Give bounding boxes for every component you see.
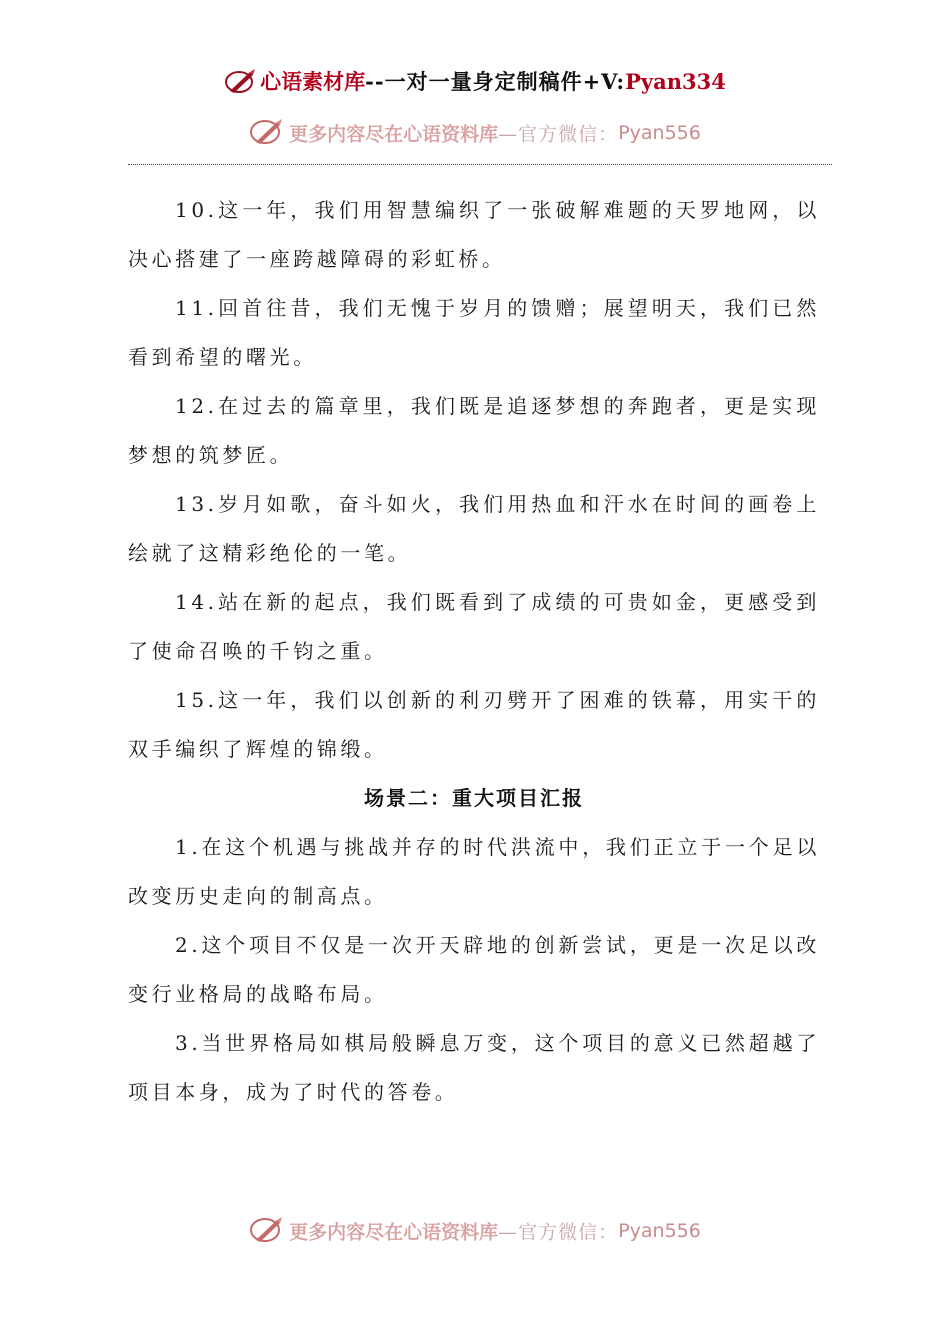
header-divider xyxy=(128,164,832,165)
promo-text: 更多内容尽在心语资料库 xyxy=(289,1221,499,1244)
list-item: 10.这一年，我们用智慧编织了一张破解难题的天罗地网，以决心搭建了一座跨越障碍的彩虹桥。 xyxy=(128,198,820,271)
promo-banner-top xyxy=(0,116,950,150)
section-heading: 场景二：重大项目汇报 xyxy=(364,786,584,810)
list-item: 2.这个项目不仅是一次开天辟地的创新尝试，更是一次足以改变行业格局的战略布局。 xyxy=(128,933,820,1006)
promo-wechat-id: Pyan556 xyxy=(618,1220,701,1242)
promo-wechat-label: —官方微信： xyxy=(498,1221,619,1244)
promo-wechat-label: —官方微信： xyxy=(498,123,619,146)
list-item: 12.在过去的篇章里，我们既是追逐梦想的奔跑者，更是实现梦想的筑梦匠。 xyxy=(128,394,820,467)
list-item: 14.站在新的起点，我们既看到了成绩的可贵如金，更感受到了使命召唤的千钧之重。 xyxy=(128,590,820,663)
promo-banner-bottom xyxy=(0,1214,950,1248)
list-item: 1.在这个机遇与挑战并存的时代洪流中，我们正立于一个足以改变历史走向的制高点。 xyxy=(128,835,820,908)
list-item: 15.这一年，我们以创新的利刃劈开了困难的铁幕，用实干的双手编织了辉煌的锦缎。 xyxy=(128,688,820,761)
list-item: 3.当世界格局如棋局般瞬息万变，这个项目的意义已然超越了项目本身，成为了时代的答卷。 xyxy=(128,1031,820,1104)
quill-logo-icon xyxy=(224,67,258,100)
promo-text: 更多内容尽在心语资料库 xyxy=(289,123,499,146)
document-body xyxy=(128,186,820,1117)
header-tagline: --一对一量身定制稿件+V: xyxy=(365,69,626,94)
brand-name: 心语素材库 xyxy=(260,69,366,94)
quill-logo-icon xyxy=(249,116,285,150)
header-banner xyxy=(0,66,950,100)
list-item: 13.岁月如歌，奋斗如火，我们用热血和汗水在时间的画卷上绘就了这精彩绝伦的一笔。 xyxy=(128,492,820,565)
quill-logo-icon xyxy=(249,1214,285,1248)
header-wechat-id: Pyan334 xyxy=(625,69,726,94)
list-item: 11.回首往昔，我们无愧于岁月的馈赠；展望明天，我们已然看到希望的曙光。 xyxy=(128,296,820,369)
promo-wechat-id: Pyan556 xyxy=(618,122,701,144)
